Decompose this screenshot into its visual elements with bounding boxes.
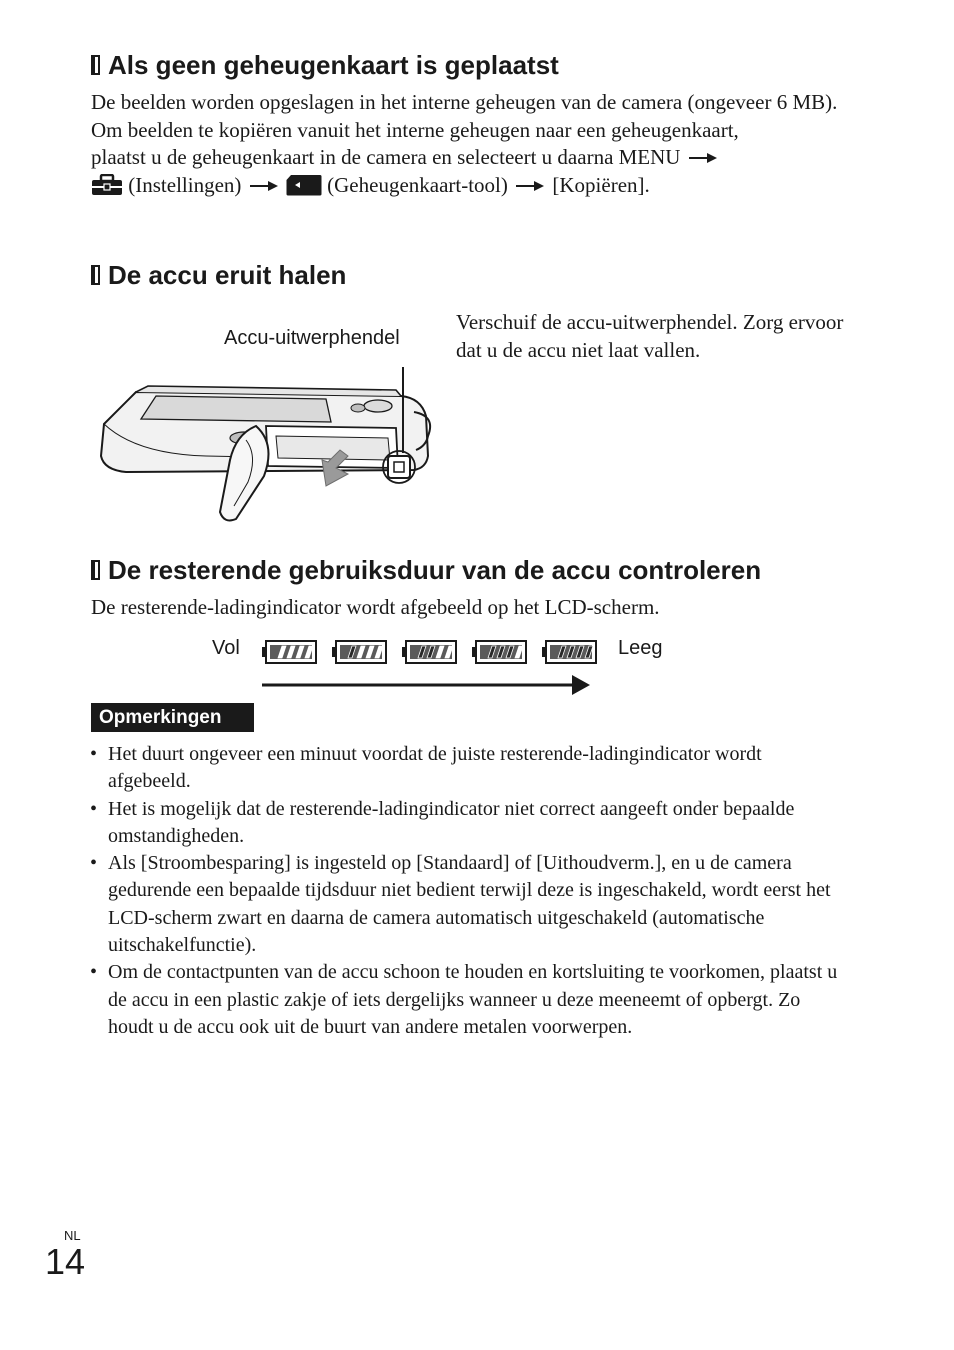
note-text: Als [Stroombesparing] is ingesteld op [Standaard] of [Uithoudverm.], en u de camera gedurende een bepaalde tijdsduur niet bedient terwijl deze is ingeschakeld, wordt eerst het LCD-scherm zwart en daarna de camera automatisch uitgeschakeld (automatische uitschakelfunctie). — [108, 852, 831, 957]
arrow-right-icon — [250, 172, 278, 200]
camera-bottom-drawing — [96, 364, 442, 524]
note-item — [88, 850, 848, 959]
page-number: 14 — [45, 1241, 86, 1282]
section1-paragraph-1: De beelden worden opgeslagen in het interne geheugen van de camera (ongeveer 6 MB). — [91, 90, 838, 114]
heading-marker-icon — [91, 265, 100, 285]
heading-marker-icon — [91, 55, 100, 75]
heading-marker-icon — [91, 560, 100, 580]
battery-level-icon — [472, 639, 528, 665]
battery-indicator-row — [262, 639, 602, 667]
camera-battery-illustration — [96, 364, 442, 529]
memory-card-tool-icon — [286, 174, 322, 204]
battery-level-icon — [402, 639, 458, 665]
arrow-right-icon — [689, 144, 717, 172]
section-heading-check-battery — [91, 555, 761, 585]
bullet-icon: • — [90, 961, 98, 984]
note-item — [88, 741, 848, 796]
section3-body: De resterende-ladingindicator wordt afgebeeld op het LCD-scherm. — [91, 595, 660, 619]
section1-body — [91, 89, 851, 203]
copy-label: [Kopiëren]. — [552, 172, 650, 197]
bullet-icon: • — [90, 797, 98, 820]
heading-text: Als geen geheugenkaart is geplaatst — [108, 50, 559, 80]
note-text: Om de contactpunten van de accu schoon te houden en kortsluiting te voorkomen, plaatst u de accu in een plastic zakje of iets dergelijks wanneer u deze meeneemt of opbergt. Zo houdt u de accu ook uit de buurt van andere metalen voorwerpen. — [108, 961, 838, 1038]
notes-list — [88, 741, 848, 1041]
bullet-icon: • — [90, 852, 98, 875]
battery-eject-lever-label: Accu-uitwerphendel — [224, 327, 400, 349]
bullet-icon: • — [90, 743, 98, 765]
note-item — [88, 796, 848, 851]
heading-text: De resterende gebruiksduur van de accu controleren — [108, 555, 762, 585]
section-heading-remove-battery — [91, 260, 346, 290]
language-code: NL — [64, 1228, 81, 1243]
arrow-right-icon — [516, 172, 544, 200]
battery-level-icon — [262, 639, 318, 665]
settings-label: (Instellingen) — [128, 172, 242, 197]
note-text: Het duurt ongeveer een minuut voordat de juiste resterende-ladingindicator wordt afgebeeld. — [108, 743, 762, 793]
card-tool-label: (Geheugenkaart-tool) — [327, 172, 508, 197]
paragraph-2-line-2: plaatst u de geheugenkaart in de camera en selecteert u daarna MENU — [91, 145, 681, 169]
note-text: Het is mogelijk dat de resterende-ladingindicator niet correct aangeeft onder bepaalde omstandigheden. — [108, 797, 795, 847]
toolbox-settings-icon — [91, 174, 123, 204]
battery-empty-label: Leeg — [618, 637, 663, 659]
notes-badge: Opmerkingen — [91, 703, 254, 732]
section-heading-no-memory-card — [91, 50, 559, 80]
heading-text: De accu eruit halen — [108, 260, 347, 290]
leader-line — [402, 367, 404, 453]
note-item — [88, 959, 848, 1041]
section1-paragraph-2 — [91, 117, 851, 204]
section2-body: Verschuif de accu-uitwerphendel. Zorg ervoor dat u de accu niet laat vallen. — [456, 310, 844, 362]
battery-level-icon — [332, 639, 388, 665]
battery-level-icon — [542, 639, 598, 665]
battery-full-label: Vol — [212, 637, 240, 659]
depletion-arrow — [262, 674, 592, 701]
paragraph-2-line-1: Om beelden te kopiëren vanuit het interne geheugen naar een geheugenkaart, — [91, 117, 739, 142]
